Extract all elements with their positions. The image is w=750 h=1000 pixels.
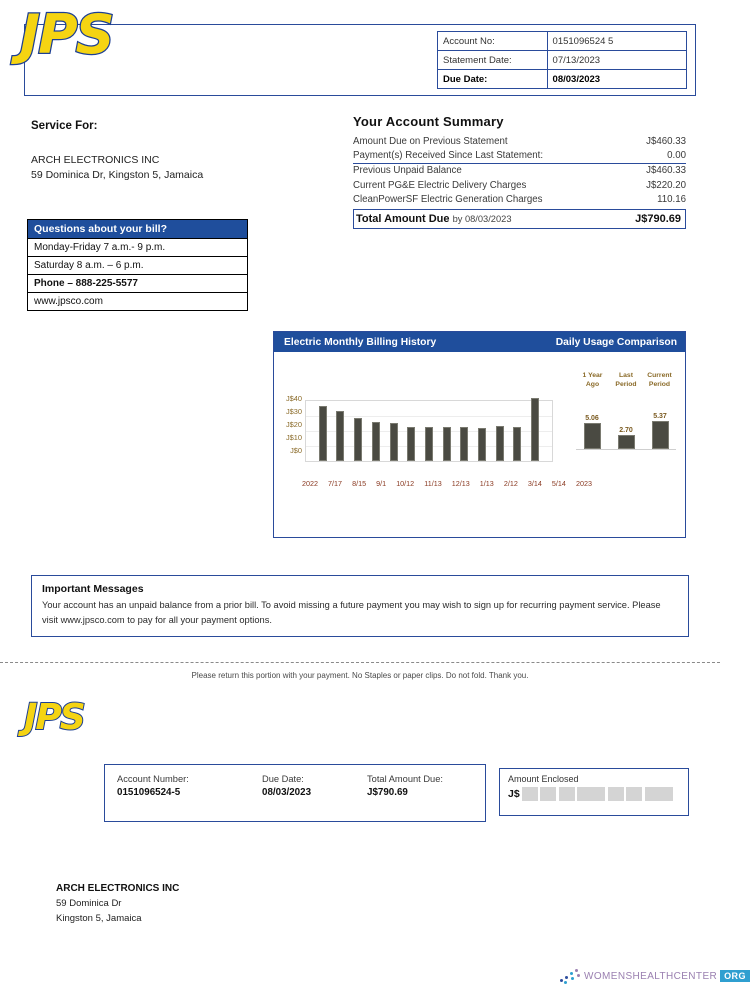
perforation-line — [0, 662, 720, 663]
billing-history-title: Electric Monthly Billing History — [284, 336, 437, 348]
stub-due-label: Due Date: — [262, 774, 304, 784]
account-info-table — [437, 31, 687, 89]
usage-legend-period-current: Period — [648, 380, 671, 388]
questions-row-weekday: Monday-Friday 7 a.m.- 9 p.m. — [28, 239, 247, 257]
usage-bar — [652, 421, 669, 449]
total-due-by: by 08/03/2023 — [452, 214, 512, 225]
usage-legend-current: Current — [647, 372, 672, 379]
remit-line1: 59 Dominica Dr — [56, 898, 122, 909]
dots-icon — [560, 968, 582, 984]
amount-digit-cell[interactable] — [626, 787, 642, 801]
summary-line — [353, 148, 686, 164]
bar — [478, 428, 486, 461]
stub-columns — [117, 774, 485, 798]
total-amount-due-value: J$790.69 — [635, 213, 681, 226]
header-panel — [24, 24, 696, 96]
usage-legend-top — [576, 372, 676, 381]
chart-panel-header — [274, 332, 685, 352]
bar — [513, 427, 521, 462]
table-row — [438, 70, 687, 89]
jps-logo: JPS — [20, 3, 113, 66]
bar — [443, 427, 451, 462]
bar — [531, 398, 539, 461]
important-messages-title: Important Messages — [42, 583, 144, 595]
y-tick-40: J$40 — [285, 394, 302, 403]
amount-digit-cell[interactable] — [540, 787, 556, 801]
summary-line — [353, 178, 686, 192]
payment-stub-table — [104, 764, 486, 822]
billing-bars — [306, 401, 552, 461]
questions-row-phone: Phone – 888-225-5577 — [28, 275, 247, 293]
amount-enclosed-label: Amount Enclosed — [508, 774, 579, 784]
account-summary — [353, 114, 686, 229]
usage-legend-period-last: Period — [615, 380, 637, 388]
bar — [425, 427, 433, 462]
currency-symbol: J$ — [508, 788, 520, 800]
stub-account-column — [117, 774, 262, 798]
x-tick: 9/1 — [376, 479, 387, 488]
amount-digit-cell[interactable] — [577, 787, 605, 801]
due-date-label: Due Date: — [438, 70, 548, 89]
service-customer-name: ARCH ELECTRONICS INC — [31, 154, 160, 166]
total-label-text: Total Amount Due — [356, 213, 450, 226]
statement-date-label: Statement Date: — [438, 51, 548, 70]
stub-account-value: 0151096524-5 — [117, 787, 181, 798]
x-tick: 1/13 — [479, 479, 494, 488]
remit-line2: Kingston 5, Jamaica — [56, 913, 142, 924]
stub-total-column — [367, 774, 443, 798]
usage-bar-group — [646, 394, 674, 449]
y-tick-20: J$20 — [285, 420, 302, 429]
y-tick-0: J$0 — [290, 446, 302, 455]
summary-line-label: Previous Unpaid Balance — [353, 165, 462, 177]
total-amount-due-row — [353, 209, 686, 229]
summary-title: Your Account Summary — [353, 114, 504, 129]
account-no-value: 0151096524 5 — [547, 32, 686, 51]
bar — [354, 418, 362, 461]
usage-value-last: 2.70 — [619, 427, 633, 434]
account-no-label: Account No: — [438, 32, 548, 51]
bar — [372, 422, 380, 461]
watermark-text: WOMENSHEALTHCENTER — [584, 970, 718, 982]
usage-bar — [618, 435, 635, 449]
service-address-block — [31, 153, 203, 183]
usage-bars — [576, 394, 676, 450]
bar — [390, 423, 398, 461]
summary-line-label: Current PG&E Electric Delivery Charges — [353, 179, 527, 191]
amount-digit-cell[interactable] — [559, 787, 575, 801]
amount-digit-cell[interactable] — [608, 787, 624, 801]
stub-due-value: 08/03/2023 — [262, 787, 312, 798]
stub-total-value: J$790.69 — [367, 787, 408, 798]
summary-line-label: Amount Due on Previous Statement — [353, 135, 508, 147]
x-tick: 8/15 — [352, 479, 367, 488]
questions-title: Questions about your bill? — [28, 220, 247, 239]
bar — [407, 427, 415, 461]
usage-legend-1year: 1 Year — [582, 372, 603, 379]
amount-digit-cell[interactable] — [645, 787, 673, 801]
service-for-heading: Service For: — [31, 120, 98, 132]
usage-bar-group — [578, 394, 606, 449]
summary-line — [353, 134, 686, 148]
x-tick: 11/13 — [424, 479, 442, 488]
x-tick: 7/17 — [328, 479, 343, 488]
y-tick-10: J$10 — [285, 433, 302, 442]
usage-legend-bottom — [576, 381, 676, 390]
billing-chart-x-axis — [302, 479, 592, 488]
watermark-logo — [560, 968, 750, 984]
summary-line-amount: J$460.33 — [646, 165, 686, 177]
x-tick: 3/14 — [527, 479, 542, 488]
remit-address-block — [56, 881, 179, 926]
summary-line-amount: J$220.20 — [646, 179, 686, 191]
statement-date-value: 07/13/2023 — [547, 51, 686, 70]
questions-box — [27, 219, 248, 311]
summary-line-label: Payment(s) Received Since Last Statement: — [353, 149, 544, 161]
daily-usage-chart — [576, 372, 676, 492]
x-tick: 5/14 — [551, 479, 566, 488]
important-messages-body: Your account has an unpaid balance from a prior bill. To avoid missing a future payment you may wish to sign up for recurring payment service. Please visit www.jpsco.com to pay for all your payment options. — [42, 600, 661, 625]
usage-bar-group — [612, 394, 640, 449]
table-row — [438, 51, 687, 70]
stub-due-column — [262, 774, 367, 798]
usage-value-1year: 5.06 — [585, 415, 599, 422]
amount-enclosed-box[interactable] — [499, 768, 689, 816]
x-tick: 2022 — [302, 479, 318, 488]
chart-panel — [273, 331, 686, 538]
remit-name: ARCH ELECTRONICS INC — [56, 883, 180, 894]
summary-line — [353, 192, 686, 206]
table-row — [438, 32, 687, 51]
amount-digit-cell[interactable] — [522, 787, 538, 801]
jps-logo-stub: JPS — [24, 697, 84, 738]
total-amount-due-label — [356, 213, 512, 225]
bar — [336, 411, 344, 461]
stub-account-label: Account Number: — [117, 774, 189, 784]
usage-bar — [584, 423, 601, 449]
x-tick: 2/12 — [503, 479, 518, 488]
x-tick: 10/12 — [396, 479, 415, 488]
summary-line — [353, 164, 686, 178]
questions-row-website[interactable]: www.jpsco.com — [34, 296, 103, 307]
usage-legend-last: Last — [619, 372, 633, 379]
bar — [460, 427, 468, 461]
usage-value-current: 5.37 — [653, 413, 667, 420]
service-customer-address: 59 Dominica Dr, Kingston 5, Jamaica — [31, 169, 204, 181]
amount-enclosed-field[interactable] — [508, 787, 688, 801]
billing-chart-y-axis — [274, 394, 304, 468]
summary-line-label: CleanPowerSF Electric Generation Charges — [353, 193, 543, 205]
watermark-badge: ORG — [720, 970, 750, 982]
billing-history-plot — [305, 400, 553, 462]
bar — [496, 426, 504, 462]
questions-row-saturday: Saturday 8 a.m. – 6 p.m. — [28, 257, 247, 275]
daily-usage-title: Daily Usage Comparison — [555, 336, 677, 348]
summary-line-amount: J$460.33 — [646, 135, 686, 147]
y-tick-30: J$30 — [285, 407, 302, 416]
x-tick: 12/13 — [451, 479, 470, 488]
bar — [319, 406, 327, 461]
summary-line-amount: 110.16 — [657, 193, 686, 205]
perforation-note: Please return this portion with your payment. No Staples or paper clips. Do not fold. Thank you. — [191, 671, 529, 680]
x-tick: 2023 — [575, 479, 592, 488]
important-messages-box — [31, 575, 689, 637]
summary-line-amount: 0.00 — [667, 149, 686, 161]
usage-legend-ago: Ago — [585, 380, 600, 388]
stub-total-label: Total Amount Due: — [367, 774, 443, 784]
due-date-value: 08/03/2023 — [547, 70, 686, 89]
